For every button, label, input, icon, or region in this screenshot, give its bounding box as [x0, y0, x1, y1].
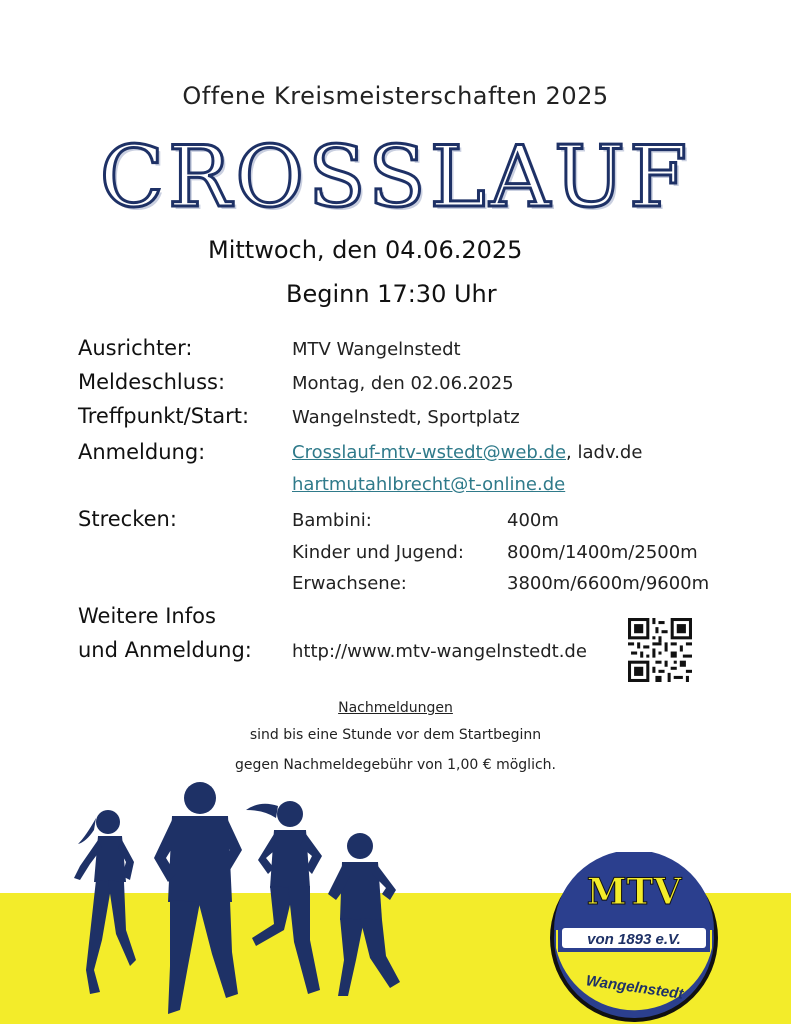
organizer-value: MTV Wangelnstedt [292, 339, 461, 360]
route-group: Kinder und Jugend: [292, 542, 464, 563]
meeting-value: Wangelnstedt, Sportplatz [292, 407, 520, 428]
registration-email-link-2[interactable]: hartmutahlbrecht@t-online.de [292, 474, 566, 495]
website-link[interactable]: http://www.mtv-wangelnstedt.de [292, 641, 587, 662]
event-subtitle: Offene Kreismeisterschaften 2025 [182, 82, 609, 110]
logo-mtv-text: MTV [586, 871, 682, 913]
registration-line-2 [292, 474, 565, 495]
registration-line [292, 442, 642, 463]
more-info-label-2: und Anmeldung: [78, 638, 252, 662]
qr-code-icon[interactable] [628, 618, 692, 682]
route-group: Bambini: [292, 510, 372, 531]
event-date: Mittwoch, den 04.06.2025 [208, 236, 523, 264]
deadline-value: Montag, den 02.06.2025 [292, 373, 514, 394]
registration-email-link[interactable]: Crosslauf-mtv-wstedt@web.de [292, 442, 567, 463]
route-distance: 800m/1400m/2500m [507, 542, 698, 563]
late-registration-title: Nachmeldungen [338, 700, 453, 716]
more-info-label: Weitere Infos [78, 604, 216, 628]
deadline-label: Meldeschluss: [78, 370, 226, 394]
route-distance: 3800m/6600m/9600m [507, 573, 710, 594]
late-registration-line-2: gegen Nachmeldegebühr von 1,00 € möglich. [235, 757, 556, 773]
routes-label: Strecken: [78, 507, 177, 531]
logo-year-text: von 1893 e.V. [587, 931, 681, 948]
route-distance: 400m [507, 510, 559, 531]
registration-ladv: , ladv.de [566, 442, 643, 463]
meeting-label: Treffpunkt/Start: [78, 404, 250, 428]
event-time: Beginn 17:30 Uhr [286, 280, 497, 308]
late-registration-line-1: sind bis eine Stunde vor dem Startbeginn [249, 727, 542, 743]
route-group: Erwachsene: [292, 573, 407, 594]
event-title: CROSSLAUF [99, 128, 692, 226]
mtv-logo [548, 852, 720, 1024]
logo-town-text: Wangelnstedt [584, 972, 685, 1003]
registration-label: Anmeldung: [78, 440, 206, 464]
organizer-label: Ausrichter: [78, 336, 193, 360]
runners-silhouette [60, 770, 420, 1024]
